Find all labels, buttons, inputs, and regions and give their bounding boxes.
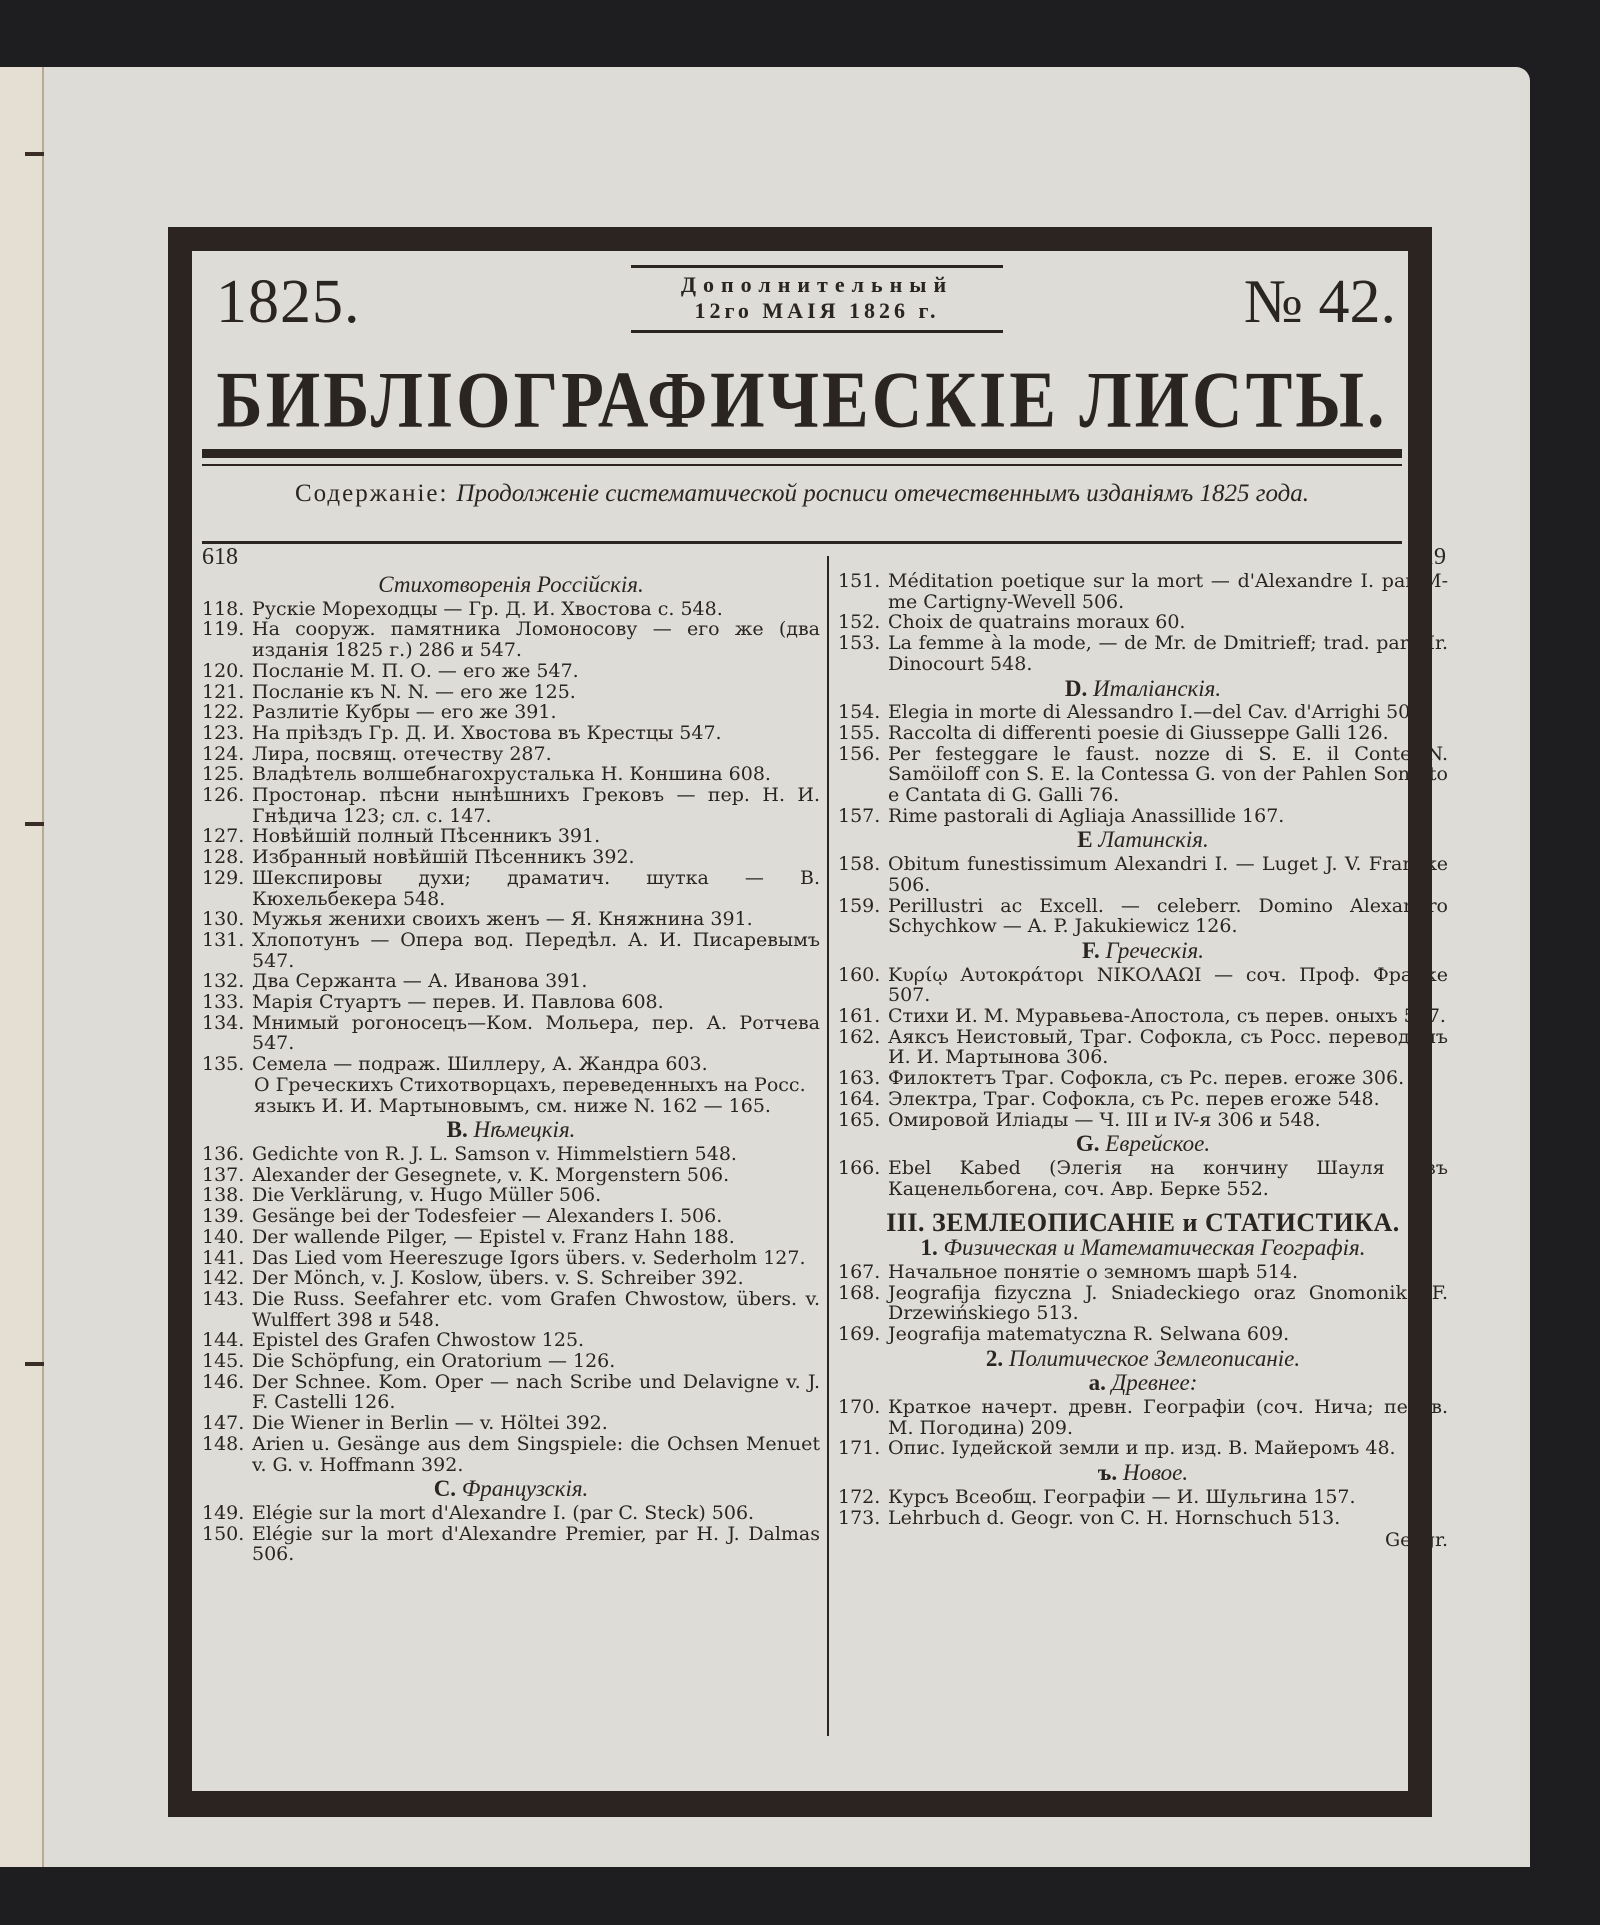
subsection-heading: 2. Политическое Землеописаніе. xyxy=(985,1345,1301,1371)
newspaper-page xyxy=(44,67,1530,1867)
list-item: 145. Die Schöpfung, ein Oratorium — 126. xyxy=(202,1350,616,1373)
list-item: 137. Alexander der Gesegnete, v. K. Morgenstern 506. xyxy=(202,1163,730,1186)
list-item: 125. Владѣтель волшебнагохрусталька Н. Коншина 608. xyxy=(202,763,771,786)
divider xyxy=(202,464,1402,466)
list-item: 157. Rime pastorali di Agliaja Anassillide 167. xyxy=(838,804,1285,827)
list-item: 163. Филоктетъ Траг. Софокла, съ Рс. перев. егоже 306. xyxy=(838,1067,1405,1090)
section-heading: F. Греческія. xyxy=(1082,937,1204,963)
entry-list xyxy=(202,599,820,1117)
divider xyxy=(631,330,1003,333)
list-item: 138. Die Verklärung, v. Hugo Müller 506. xyxy=(202,1184,602,1207)
entry-list xyxy=(838,1397,1448,1459)
section-heading: D. Италіанскія. xyxy=(1064,675,1222,701)
list-item: 135. Семела — подраж. Шиллеру, А. Жандра 603. xyxy=(202,1053,708,1076)
list-item: 126. Простонар. пѣсни нынѣшнихъ Грековъ — пер. Н. И. Гнѣдича 123; сл. с. 147. xyxy=(202,784,820,827)
section-heading: C. Французскія. xyxy=(433,1476,589,1502)
left-column xyxy=(202,544,820,1566)
list-item: 118. Рускіе Мореходцы — Гр. Д. И. Хвостова с. 548. xyxy=(202,597,723,620)
list-item: 168. Jeografija fizyczna J. Sniadeckiego oraz Gnomonika F. Drzewińskiego 513. xyxy=(838,1281,1448,1325)
section-heading: G. Еврейское. xyxy=(1075,1131,1211,1157)
list-item: 129. Шекспировы духи; драматич. шутка — В. Кюхельбекера 548. xyxy=(202,866,820,910)
list-item: 122. Разлитіе Кубры — его же 391. xyxy=(202,701,557,724)
list-item: 139. Gesänge bei der Todesfeier — Alexanders I. 506. xyxy=(202,1205,723,1228)
list-item: 128. Избранный новѣйшій Пѣсенникъ 392. xyxy=(202,846,635,869)
list-item: 144. Epistel des Grafen Chwostow 125. xyxy=(202,1329,585,1352)
masthead-title: БИБЛІОГРАФИЧЕСКІЕ ЛИСТЫ. xyxy=(216,356,1388,445)
list-item: 154. Elegia in morte di Alessandro I.—del Cav. d'Arrighi 506. xyxy=(838,701,1429,724)
cross-reference-note: О Греческихъ Стихотворцахъ, переведенныхъ на Росс. языкъ И. И. Мартыновымъ, см. ниже N. 162 — 165. xyxy=(254,1073,806,1117)
entry-list xyxy=(202,1503,820,1565)
page-number: 618 xyxy=(202,544,238,570)
list-item: 159. Perillustri ac Excell. — celeberr. Domino Alexandro Schychkow — A. P. Jakukiewicz 126. xyxy=(838,894,1448,938)
entry-list xyxy=(838,571,1448,675)
list-item: 140. Der wallende Pilger, — Epistel v. Franz Hahn 188. xyxy=(202,1225,735,1248)
list-item: 164. Электра, Траг. Софокла, съ Рс. перев егоже 548. xyxy=(838,1087,1380,1110)
entry-list xyxy=(838,965,1448,1131)
divider xyxy=(202,449,1402,458)
list-item: 123. На пріѣздъ Гр. Д. И. Хвостова въ Крестцы 547. xyxy=(202,721,722,744)
list-item: 141. Das Lied vom Heereszuge Igors übers. v. Sederholm 127. xyxy=(202,1246,806,1269)
divider xyxy=(202,541,1402,544)
list-item: 156. Per festeggare le faust. nozze di S. E. il Conte N. Samöiloff con S. E. la Contessa G. von der Pahlen Sonetto e Cantata di G. Galli 76. xyxy=(838,742,1448,807)
list-item: 150. Elégie sur la mort d'Alexandre Premier, par H. J. Dalmas 506. xyxy=(202,1522,820,1566)
list-item: 133. Марія Стуартъ — перев. И. Павлова 608. xyxy=(202,991,664,1014)
list-item: 167. Начальное понятіе о земномъ шарѣ 514. xyxy=(838,1260,1299,1283)
issue-year: 1825. xyxy=(216,268,361,336)
list-item: 147. Die Wiener in Berlin — v. Höltei 392. xyxy=(202,1412,608,1435)
entry-list xyxy=(838,702,1448,826)
list-item: 171. Опис. Іудейской земли и пр. изд. В. Майеромъ 48. xyxy=(838,1437,1396,1460)
list-item: 173. Lehrbuch d. Geogr. von C. H. Hornschuch 513. xyxy=(838,1506,1341,1529)
list-item: 120. Посланіе М. П. О. — его же 547. xyxy=(202,659,579,682)
section-heading: E Латинскія. xyxy=(1077,827,1209,853)
list-item: 146. Der Schnee. Kom. Oper — nach Scribe und Delavigne v. J. F. Castelli 126. xyxy=(202,1370,820,1414)
list-item: 169. Jeografija matematyczna R. Selwana 609. xyxy=(838,1322,1290,1345)
list-item: 165. Омировой Иліады — Ч. III и IV-я 306 и 548. xyxy=(838,1108,1321,1131)
list-item: 127. Новѣйшій полный Пѣсенникъ 391. xyxy=(202,825,601,848)
book-spine xyxy=(0,67,45,1867)
subsection-heading: ъ. Новое. xyxy=(1097,1460,1189,1486)
list-item: 134. Мнимый рогоносецъ—Ком. Мольера, пер. А. Ротчева 547. xyxy=(202,1011,820,1055)
entry-list xyxy=(838,854,1448,937)
issue-date-block xyxy=(617,265,1017,333)
right-column xyxy=(838,544,1448,1552)
contents-text: Продолженіе систематической росписи отечественнымъ изданіямъ 1825 года. xyxy=(456,480,1310,507)
list-item: 161. Стихи И. М. Муравьева-Апостола, съ перев. оныхъ 507. xyxy=(838,1005,1446,1028)
list-item: 152. Choix de quatrains moraux 60. xyxy=(838,611,1186,634)
list-item: 119. На сооруж. памятника Ломоносову — его же (два изданія 1825 г.) 286 и 547. xyxy=(202,618,820,662)
section-heading: B. Нѣмецкія. xyxy=(446,1117,576,1143)
list-item: 130. Мужья женихи своихъ женъ — Я. Княжнина 391. xyxy=(202,908,753,931)
list-item: 131. Хлопотунъ — Опера вод. Передѣл. А. И. Писаревымъ 547. xyxy=(202,928,820,972)
entry-list xyxy=(202,1144,820,1475)
list-item: 124. Лира, посвящ. отечеству 287. xyxy=(202,742,552,765)
list-item: 166. Ebel Kabed (Элегія на кончину Шауля изъ Каценельбогена, соч. Авр. Берке 552. xyxy=(838,1156,1448,1200)
list-item: 151. Méditation poetique sur la mort — d'Alexandre I. par M-me Cartigny-Wevell 506. xyxy=(838,570,1448,613)
issue-date: 12го МАІЯ 1826 г. xyxy=(694,298,940,323)
list-item: 160. Κυρίῳ Αυτοκράτορι ΝΙΚΟΛΑΩΙ — соч. Проф. Франке 507. xyxy=(838,963,1448,1007)
list-item: 132. Два Сержанта — А. Иванова 391. xyxy=(202,970,588,993)
catchword: Geogr. xyxy=(1384,1529,1448,1552)
list-item: 170. Краткое начерт. древн. Географіи (соч. Нича; перев. М. Погодина) 209. xyxy=(838,1396,1448,1439)
contents-label: Содержаніе: xyxy=(294,480,449,507)
entry-list xyxy=(838,1262,1448,1345)
column-divider xyxy=(827,556,829,1736)
list-item: 155. Raccolta di differenti poesie di Giusseppe Galli 126. xyxy=(838,721,1389,744)
list-item: 149. Elégie sur la mort d'Alexandre I. (par C. Steck) 506. xyxy=(202,1501,755,1524)
supplement-label: Дополнительный xyxy=(680,272,954,297)
subsection-heading: 1. Физическая и Математическая Географія. xyxy=(920,1235,1366,1261)
list-item: 158. Obitum funestissimum Alexandri I. — Luget J. V. Francke 506. xyxy=(838,853,1448,896)
divider xyxy=(631,265,1003,268)
list-item: 142. Der Mönch, v. J. Koslow, übers. v. S. Schreiber 392. xyxy=(202,1267,744,1290)
list-item: 162. Аяксъ Неистовый, Траг. Софокла, съ Росс. переводомъ И. И. Мартынова 306. xyxy=(838,1025,1448,1069)
list-item: 153. La femme à la mode, — de Mr. de Dmitrieff; trad. par Mr. Dinocourt 548. xyxy=(838,632,1448,675)
list-item: 172. Курсъ Всеобщ. Географіи — И. Шульгина 157. xyxy=(838,1485,1356,1508)
list-item: 121. Посланіе къ N. N. — его же 125. xyxy=(202,680,576,703)
issue-number: № 42. xyxy=(1243,268,1396,336)
list-item: 136. Gedichte von R. J. L. Samson v. Himmelstiern 548. xyxy=(202,1142,737,1165)
page-frame xyxy=(168,227,1448,1817)
part-heading: III. ЗЕМЛЕОПИСАНІЕ и СТАТИСТИКА. xyxy=(886,1208,1400,1238)
list-item: 148. Arien u. Gesänge aus dem Singspiele: die Ochsen Menuet v. G. v. Hoffmann 392. xyxy=(202,1432,820,1476)
subsection-heading: a. Древнее: xyxy=(1088,1370,1198,1396)
page-number: 619 xyxy=(1410,544,1446,570)
entry-list xyxy=(838,1487,1448,1528)
list-item: 143. Die Russ. Seefahrer etc. vom Grafen Chwostow, übers. v. Wulffert 398 и 548. xyxy=(202,1287,820,1331)
entry-list xyxy=(838,1158,1448,1199)
table-of-contents xyxy=(202,476,1402,510)
section-heading: Стихотворенія Россійскія. xyxy=(378,572,644,597)
